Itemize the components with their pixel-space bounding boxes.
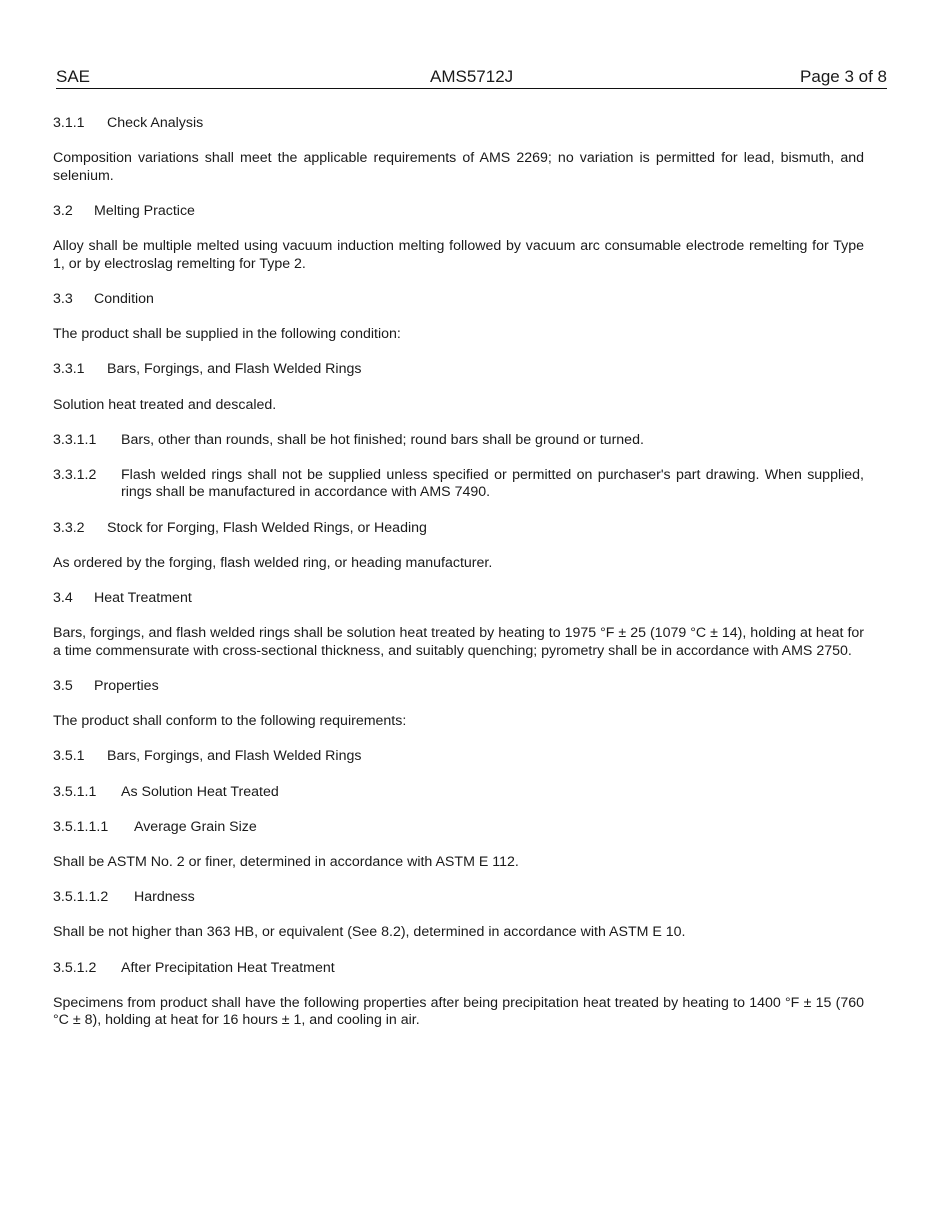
item-text: Bars, other than rounds, shall be hot finished; round bars shall be ground or turned. [121, 431, 644, 448]
paragraph-3-5: The product shall conform to the following requirements: [53, 713, 407, 730]
section-heading-3-5 [53, 678, 864, 696]
list-item-3-3-1-2 [53, 467, 864, 502]
section-number: 3.5.1 [53, 748, 85, 765]
section-heading-3-5-1-1-1 [53, 819, 864, 837]
section-heading-3-3-1 [53, 361, 864, 379]
section-title: Bars, Forgings, and Flash Welded Rings [107, 361, 362, 378]
section-number: 3.5 [53, 678, 73, 694]
list-item-3-3-1-1 [53, 432, 864, 450]
section-heading-3-5-1-2 [53, 960, 864, 978]
section-heading-3-5-1-1 [53, 784, 864, 802]
section-title: As Solution Heat Treated [121, 783, 279, 800]
paragraph-3-3-2: As ordered by the forging, flash welded ring, or heading manufacturer. [53, 554, 493, 571]
item-number: 3.3.1.1 [53, 431, 97, 448]
item-number: 3.3.1.2 [53, 466, 97, 483]
section-number: 3.3 [53, 290, 73, 307]
section-number: 3.1.1 [53, 115, 85, 131]
section-heading-3-5-1 [53, 748, 864, 766]
section-title: Hardness [134, 889, 195, 906]
section-title: Bars, Forgings, and Flash Welded Rings [107, 748, 362, 765]
section-title: Heat Treatment [94, 590, 192, 607]
section-title: Properties [94, 678, 159, 694]
section-title: Average Grain Size [134, 818, 257, 835]
section-title: Stock for Forging, Flash Welded Rings, or Heading [107, 519, 427, 536]
section-heading-3-3-2 [53, 520, 864, 538]
section-heading-3-2 [53, 203, 864, 221]
item-text: Flash welded rings shall not be supplied unless specified or permitted on purchaser's part drawing. When supplied, rings shall be manufactured in accordance with AMS 7490. [121, 466, 864, 501]
paragraph-3-5-1-2: Specimens from product shall have the following properties after being precipitation heat treated by heating to 1400 °F ± 15 (760 °C ± 8), holding at heat for 16 hours ± 1, and cooling in air. [53, 994, 864, 1029]
section-title: After Precipitation Heat Treatment [121, 959, 335, 976]
section-number: 3.5.1.2 [53, 959, 97, 976]
section-number: 3.2 [53, 202, 73, 219]
paragraph-3-4: Bars, forgings, and flash welded rings shall be solution heat treated by heating to 1975 °F ± 25 (1079 °C ± 14), holding at heat for a time commensurate with cross-sectional thickness, and suitably quenching; pyrometry shall be in accordance with AMS 2750. [53, 625, 864, 659]
page-header [56, 66, 887, 89]
section-number: 3.5.1.1.2 [53, 889, 109, 906]
paragraph-3-5-1-1-2: Shall be not higher than 363 HB, or equivalent (See 8.2), determined in accordance with ASTM E 10. [53, 924, 686, 941]
header-page-number: Page 3 of 8 [800, 67, 887, 86]
section-number: 3.3.1 [53, 361, 85, 378]
section-heading-3-3 [53, 291, 864, 309]
section-number: 3.4 [53, 590, 73, 607]
document-body [53, 115, 864, 1047]
paragraph-3-3: The product shall be supplied in the following condition: [53, 326, 401, 343]
header-document-id: AMS5712J [430, 67, 514, 86]
paragraph-3-2: Alloy shall be multiple melted using vacuum induction melting followed by vacuum arc consumable electrode remelting for Type 1, or by electroslag remelting for Type 2. [53, 238, 864, 272]
section-number: 3.5.1.1 [53, 783, 97, 800]
section-number: 3.3.2 [53, 519, 85, 536]
section-title: Melting Practice [94, 202, 195, 219]
paragraph-3-3-1: Solution heat treated and descaled. [53, 396, 277, 413]
section-title: Condition [94, 290, 154, 307]
section-heading-3-1-1 [53, 115, 864, 133]
section-heading-3-5-1-1-2 [53, 889, 864, 907]
section-title: Check Analysis [107, 115, 204, 131]
paragraph-3-1-1: Composition variations shall meet the applicable requirements of AMS 2269; no variation is permitted for lead, bismuth, and selenium. [53, 150, 864, 184]
section-number: 3.5.1.1.1 [53, 818, 109, 835]
section-heading-3-4 [53, 590, 864, 608]
paragraph-3-5-1-1-1: Shall be ASTM No. 2 or finer, determined in accordance with ASTM E 112. [53, 853, 519, 870]
header-organization: SAE [56, 67, 91, 86]
